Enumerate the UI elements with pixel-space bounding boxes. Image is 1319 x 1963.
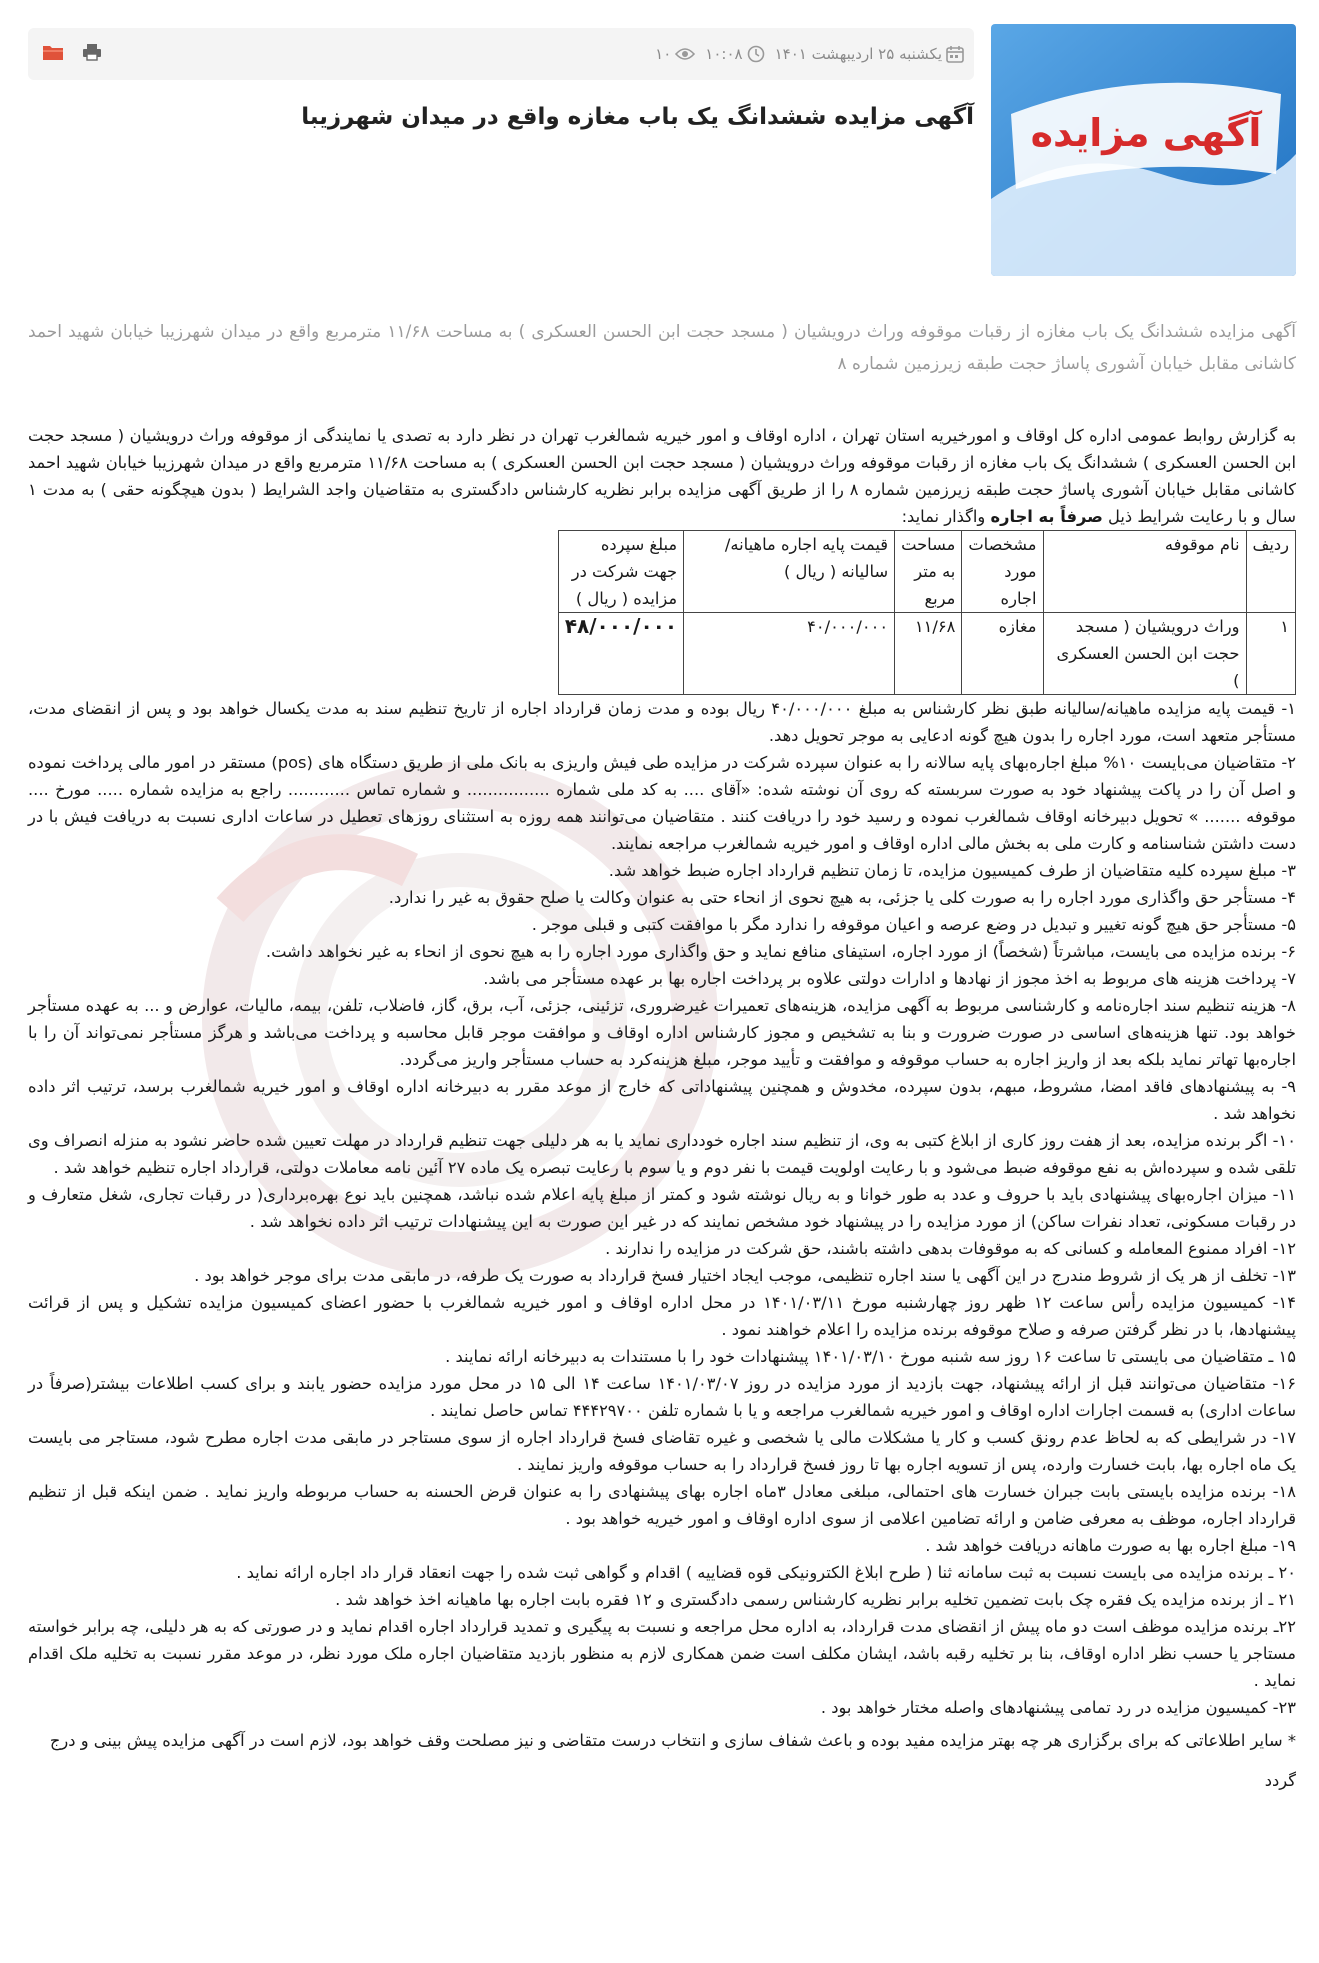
article-lead: آگهی مزایده ششدانگ یک باب مغازه از رقبات موقوفه وراث درویشیان ( مسجد حجت ابن الحسن العسکری ) به مساحت ۱۱/۶۸ مترمربع واقع در میدان شهرزیبا خیابان شهید احمد کاشانی مقابل خیابان آشوری پاساژ حجت طبقه زیرزمین شماره ۸	[28, 322, 1297, 374]
meta-bar	[28, 28, 974, 80]
clause-item: ۱۷- در شرایطی که به لحاظ عدم رونق کسب و کار یا مشکلات مالی یا شخصی و غیره تقاضای فسخ قرارداد اجاره از سوی مستاجر در مابقی مدت اجاره مطرح شود، مستاجر می بایست یک ماه اجاره بها، بابت خسارت وارده، پس از تسویه اجاره بها تا روز فسخ قرارداد را به حساب موقوفه واریز نمایند .	[28, 1428, 1296, 1474]
clause-item: ۲۱ ـ از برنده مزایده یک فقره چک بابت تضمین تخلیه برابر نظریه کارشناس رسمی دادگستری و ۱۲ فقره بابت اجاره بها ماهیانه اخذ خواهد شد .	[335, 1590, 1296, 1609]
clause-item: ۵- مستأجر حق هیچ گونه تغییر و تبدیل در وضع عرصه و اعیان موقوفه را ندارد مگر با موافقت کتبی و قبلی موجر .	[531, 915, 1296, 934]
eye-icon	[675, 47, 695, 61]
print-icon[interactable]	[82, 43, 102, 65]
col-name: نام موقوفه	[1043, 531, 1246, 613]
clause-item: ۶- برنده مزایده می بایست، مباشرتاً (شخصاً) از مورد اجاره، استیفای منافع نماید و حق واگذاری مورد اجاره را به هیچ نحوی از انحاء به غیر نخواهد داشت.	[265, 942, 1296, 961]
clause-item: ۸- هزینه تنظیم سند اجاره‌نامه و کارشناسی مربوط به آگهی مزایده، هزینه‌های تعمیرات غیرضروری، تزئینی، جزئی، آب، برق، گاز، فاضلاب، تلفن، بیمه، مالیات، عوارض و ... به عهده مستأجر خواهد بود. تنها هزینه‌های اساسی در صورت ضرورت و بنا به تشخیص و مجوز کارشناس اداره اوقاف و موافقت موجر قابل محاسبه و پرداخت می‌باشد و هرگز مستأجر نمی‌تواند آن را با اجاره‌بها تهاتر نماید بلکه بعد از واریز اجاره به حساب موقوفه و موافقت و تأیید موجر، مبلغ هزینه‌کرد به حساب مستأجر واریز می‌گردد.	[28, 996, 1296, 1069]
clause-item: ۲۲ـ برنده مزایده موظف است دو ماه پیش از انقضای مدت قرارداد، به اداره محل مراجعه و نسبت به پیگیری و تمدید قرارداد اجاره اقدام نماید و در صورتی که به هر دلیلی، چه برابر خواسته مستاجر یا حسب نظر اداره اوقاف، بنا بر تخلیه رقبه باشد، ایشان مکلف است ضمن همکاری لازم به منظور بازدید متقاضیان اجاره ملک مورد نظر، در موعد مقرر نسبت به تخلیه ملک اقدام نماید .	[28, 1617, 1296, 1690]
table-header-row	[558, 531, 1295, 613]
clause-item: ۱- قیمت پایه مزایده ماهیانه/سالیانه طبق نظر کارشناس به مبلغ ۴۰/۰۰۰/۰۰۰ ریال بوده و مدت زمان قرارداد اجاره از تاریخ تنظیم سند به مدت یکسال خواهد بود و پس از انقضای مدت، مستأجر متعهد است، مورد اجاره را بدون هیچ گونه ادعایی به موجر تحویل دهد.	[28, 699, 1297, 745]
col-row: ردیف	[1246, 531, 1296, 613]
cell-row: ۱	[1246, 613, 1296, 695]
table-row	[558, 613, 1295, 695]
hero-title: آگهی مزایده	[1030, 111, 1262, 155]
clause-item: ۲۳- کمیسیون مزایده در رد تمامی پیشنهادهای واصله مختار خواهد بود .	[820, 1698, 1296, 1717]
clause-list	[28, 695, 1296, 1721]
clock-icon	[747, 45, 765, 63]
view-count: ۱۰	[655, 45, 672, 63]
clause-item: ۹- به پیشنهادهای فاقد امضا، مشروط، مبهم، بدون سپرده، مخدوش و همچنین پیشنهاداتی که خارج از موعد مقرر به دبیرخانه اداره اوقاف و امور خیریه شمالغرب برسد، ترتیب اثر داده نخواهد شد .	[28, 1077, 1296, 1123]
cell-deposit: ۴۸/۰۰۰/۰۰۰	[558, 613, 683, 695]
hero-image	[991, 24, 1296, 276]
footnote: * سایر اطلاعاتی که برای برگزاری هر چه بهتر مزایده مفید بوده و باعث شفاف سازی و انتخاب درست متقاضی و نیز مصلحت وقف خواهد بود، لازم است در آگهی مزایده پیش بینی و درج گردد	[49, 1731, 1296, 1790]
col-area: مساحت به متر مربع	[895, 531, 962, 613]
clause-item: ۱۱- میزان اجاره‌بهای پیشنهادی باید با حروف و عدد به طور خوانا و به ریال نوشته شود و کمتر از مبلغ پایه اعلام شده نباشد، همچنین باید نوع بهره‌برداری( در رقبات تجاری، شغل متعارف و در رقبات مسکونی، تعداد نفرات ساکن) از مورد مزایده را در پیشنهاد خود مشخص نمایند که در غیر این صورت به این پیشنهادات ترتیب اثر داده نخواهد شد .	[28, 1185, 1296, 1231]
intro-text: به گزارش روابط عمومی اداره کل اوقاف و امورخیریه استان تهران ، اداره اوقاف و امور خیریه شمالغرب تهران در نظر دارد به تصدی یا نمایندگی از موقوفه وراث درویشیان ( مسجد حجت ابن الحسن العسکری ) ششدانگ یک باب مغازه از رقبات موقوفه وراث درویشیان ( مسجد حجت ابن الحسن العسکری ) به مساحت ۱۱/۶۸ مترمربع واقع در میدان شهرزیبا خیابان شهید احمد کاشانی مقابل خیابان آشوری پاساژ حجت طبقه زیرزمین شماره ۸ را از طریق آگهی مزایده برابر نظریه کارشناس دادگستری به متقاضیان واجد الشرایط ( بدون هیچگونه حقی ) به مدت ۱ سال و با رعایت شرایط ذیل	[28, 426, 1297, 526]
cell-area: ۱۱/۶۸	[895, 613, 962, 695]
clause-item: ۱۲- افراد ممنوع المعامله و کسانی که به موقوفات بدهی داشته باشند، حق شرکت در مزایده را ندارند .	[605, 1239, 1296, 1258]
clause-item: ۱۹- مبلغ اجاره بها به صورت ماهانه دریافت خواهد شد .	[925, 1536, 1296, 1555]
col-spec: مشخصات مورد اجاره	[962, 531, 1043, 613]
intro-end: واگذار نماید:	[901, 507, 986, 526]
date-info	[775, 45, 964, 63]
clause-item: ۷- پرداخت هزینه های مربوط به اخذ مجوز از نهادها و ادارات دولتی علاوه بر پرداخت اجاره بها بر عهده مستأجر می باشد.	[483, 969, 1296, 988]
clause-item: ۴- مستأجر حق واگذاری مورد اجاره را به صورت کلی یا جزئی، به هیچ نحوی از انحاء حتی به عنوان وکالت یا صلح حقوق به غیر را ندارد.	[388, 888, 1296, 907]
cell-price: ۴۰/۰۰۰/۰۰۰	[684, 613, 895, 695]
time-info	[705, 45, 764, 63]
col-price: قیمت پایه اجاره ماهیانه/سالیانه ( ریال )	[684, 531, 895, 613]
calendar-icon	[946, 45, 964, 63]
auction-table	[558, 530, 1296, 695]
page-title: آگهی مزایده ششدانگ یک باب مغازه واقع در میدان شهرزیبا	[301, 104, 974, 130]
clause-item: ۱۸- برنده مزایده بایستی بابت جبران خسارت های احتمالی، مبلغی معادل ۳ماه اجاره بهای پیشنهادی را به عنوان قرض الحسنه به حساب مربوطه واریز نماید . ضمن اینکه قبل از تنظیم قرارداد اجاره، موظف به معرفی ضامن و ارائه تضامین اعلامی از سوی اداره اوقاف و امور خیریه خواهد بود .	[28, 1482, 1296, 1528]
folder-icon[interactable]	[42, 43, 64, 65]
clause-item: ۱۶- متقاضیان می‌توانند قبل از ارائه پیشنهاد، جهت بازدید از مورد مزایده در روز ۱۴۰۱/۰۳/۰۷ ساعت ۱۴ الی ۱۵ در محل مورد مزایده حضور یابند و برای کسب اطلاعات بیشتر(صرفاً در ساعات اداری) به قسمت اجارات اداره اوقاف و امور خیریه شمالغرب مراجعه و یا با شماره تلفن ۴۴۴۲۹۷۰۰ تماس حاصل نمایند .	[28, 1374, 1297, 1420]
intro-bold: صرفاً به اجاره	[990, 507, 1103, 526]
col-deposit: مبلغ سپرده جهت شرکت در مزایده ( ریال )	[558, 531, 683, 613]
views-info	[655, 45, 695, 63]
cell-name: وراث درویشیان ( مسجد حجت ابن الحسن العسکری )	[1043, 613, 1246, 695]
article-body	[28, 422, 1296, 1801]
clause-item: ۲۰ ـ برنده مزایده می بایست نسبت به ثبت سامانه ثنا ( طرح ابلاغ الکترونیکی قوه قضاییه ) اقدام و گواهی ثبت شده را جهت انعقاد قرار داد اجاره ارائه نماید .	[236, 1563, 1296, 1582]
post-time: ۱۰:۰۸	[705, 45, 743, 63]
post-date: یکشنبه ۲۵ اردیبهشت ۱۴۰۱	[774, 45, 942, 63]
clause-item: ۳- مبلغ سپرده کلیه متقاضیان از طرف کمیسیون مزایده، تا زمان تنظیم قرارداد اجاره ضبط خواهد شد.	[608, 861, 1296, 880]
cell-spec: مغازه	[962, 613, 1043, 695]
clause-item: ۱۴- کمیسیون مزایده رأس ساعت ۱۲ ظهر روز چهارشنبه مورخ ۱۴۰۱/۰۳/۱۱ در محل اداره اوقاف و امور خیریه شمالغرب با حضور اعضای کمیسیون مزایده تشکیل و پس از قرائت پیشنهادها، با در نظر گرفتن صرفه و صلاح موقوفه برنده مزایده را اعلام خواهند نمود .	[28, 1293, 1296, 1339]
clause-item: ۱۰- اگر برنده مزایده، بعد از هفت روز کاری از ابلاغ کتبی به وی، از تنظیم سند اجاره خودداری نماید یا به هر دلیلی جهت تنظیم قرارداد در مهلت تعیین شده حاضر نشود به منزله انصراف وی تلقی شده و سپرده‌اش به نفع موقوفه ضبط می‌شود و با رعایت اولویت قیمت با نفر دوم و یا سوم با رعایت تبصره یک ماده ۲۷ آئین نامه معاملات دولتی، قرارداد اجاره تنظیم خواهد شد .	[28, 1131, 1296, 1177]
intro-paragraph	[28, 422, 1296, 530]
clause-item: ۱۳- تخلف از هر یک از شروط مندرج در این آگهی یا سند اجاره تنظیمی، موجب ایجاد اختیار فسخ قرارداد به صورت یک طرفه، در مابقی مدت برای موجر خواهد بود .	[194, 1266, 1296, 1285]
clause-item: ۱۵ ـ متقاضیان می بایستی تا ساعت ۱۶ روز سه شنبه مورخ ۱۴۰۱/۰۳/۱۰ پیشنهادات خود را با مستندات به دبیرخانه ارائه نمایند .	[445, 1347, 1296, 1366]
clause-item: ۲- متقاضیان می‌بایست ۱۰% مبلغ اجاره‌بهای پایه سالانه را به عنوان سپرده شرکت در مزایده طی فیش واریزی به بانک ملی از طریق دستگاه های (pos) مستقر در امور مالی پرداخت نموده و اصل آن را در پاکت پیشنهاد خود به صورت سربسته که روی آن نوشته شده: «آقای .... به کد ملی شماره ................ و شماره تماس ............ راجع به مزایده شماره ..... مورخ .... موقوفه ....... » تحویل دبیرخانه اوقاف شمالغرب نموده و رسید خود را دریافت کنند . متقاضیان می‌توانند همه روزه به استثنای روزهای تعطیل در ساعات اداری نسبت به دریافت فیش با در دست داشتن شناسنامه و کارت ملی به بخش مالی اداره اوقاف و امور خیریه شمالغرب مراجعه نمایند.	[28, 753, 1296, 853]
